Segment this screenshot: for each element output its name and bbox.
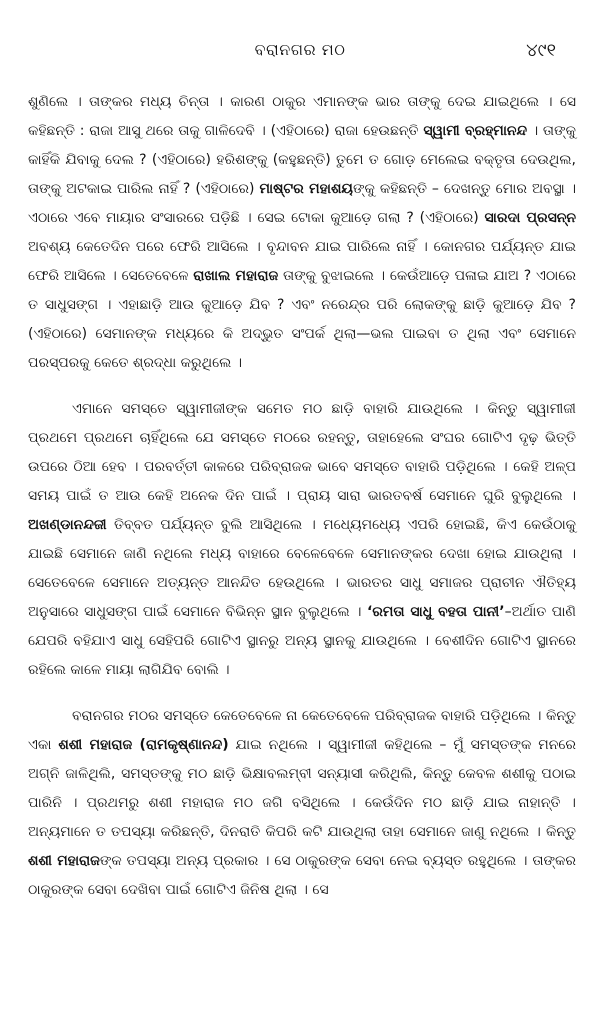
- emphasized-name: ‘ରମତା ସାଧୁ ବହତା ପାନୀ’: [366, 604, 505, 620]
- text-run: ତିବ୍ବତ ପର୍ଯ୍ୟନ୍ତ ବୁଲି ଆସିଥିଲେ । ମଧ୍ୟେମଧ୍ୟେ ଏପରି ହୋଇଛି, କିଏ କେଉଁଠାକୁ ଯାଇଛି ସେମାନେ ଜାଣି ନଥିଲେ ମଧ୍ୟ ବାହାରେ ବେଳେବେଳେ ସେମାନଙ୍କର ଦେଖା ହୋଇ ଯାଉଥିଲା । ସେତେବେଳେ ସେମାନେ ଅତ୍ୟନ୍ତ ଆନନ୍ଦିତ ହେଉଥିଲେ । ଭାରତର ସାଧୁ ସମାଜର ପ୍ରାଚୀନ ଐତିହ୍ୟ ଅନୁସାରେ ସାଧୁସଙ୍ଗ ପାଇଁ ସେମାନେ ବିଭିନ୍ନ ସ୍ଥାନ ବୁଲୁଥିଲେ ।: [28, 517, 576, 620]
- text-run: ଙ୍କ ତପସ୍ୟା ଅନ୍ୟ ପ୍ରକାର । ସେ ଠାକୁରଙ୍କ ସେବା ନେଇ ବ୍ୟସ୍ତ ରହୁଥିଲେ । ତାଙ୍କର ଠାକୁରଙ୍କ ସେବା ଦେଖିବା ପାଇଁ ଗୋଟିଏ ଜିନିଷ ଥିଲା । ସେ: [28, 853, 577, 898]
- text-run: ଏମାନେ ସମସ୍ତେ ସ୍ୱାମୀଜୀଙ୍କ ସମେତ ମଠ ଛାଡ଼ି ବାହାରି ଯାଉଥିଲେ । କିନ୍ତୁ ସ୍ୱାମୀଜୀ ପ୍ରଥମେ ପ୍ରଥମେ ଚାହିଁଥିଲେ ଯେ ସମସ୍ତେ ମଠରେ ରହନ୍ତୁ, ତାହାହେଲେ ସଂଘର ଗୋଟିଏ ଦୃଢ଼ ଭିତ୍ତି ଉପରେ ଠିଆ ହେବ । ପରବର୍ତ୍ତୀ କାଳରେ ପରିବ୍ରାଜକ ଭାବେ ସମସ୍ତେ ବାହାରି ପଡ଼ିଥିଲେ । କେହି ଅଳ୍ପ ସମୟ ପାଇଁ ତ ଆଉ କେହି ଅନେକ ଦିନ ପାଇଁ । ପ୍ରାୟ ସାରା ଭାରତବର୍ଷ ସେମାନେ ଘୁରି ବୁଲୁଥିଲେ ।: [28, 401, 576, 504]
- page-header: [0, 40, 600, 70]
- emphasized-name: ଅଖଣ୍ଡାନନ୍ଦଜୀ: [28, 517, 107, 533]
- emphasized-name: ଶଶୀ ମହାରାଜ (ରାମକୃଷ୍ଣାନନ୍ଦ): [58, 737, 229, 753]
- text-run: । ତାଙ୍କୁ କାହିଁକି ଯିବାକୁ ଦେଲ ? (ଏହିଠାରେ) ହରିଶଙ୍କୁ (କହୁଛନ୍ତି) ତୁମେ ତ ଗୋଡ଼ ମେଲେଇ ବକ୍ତୃତା ଦେଉଥିଲ, ତାଙ୍କୁ ଅଟକାଇ ପାରିଲ ନାହିଁ ? (ଏହିଠାରେ): [28, 123, 576, 197]
- text-run: ଅବଶ୍ୟ କେତେଦିନ ପରେ ଫେରି ଆସିଲେ । ବୃନ୍ଦାବନ ଯାଇ ପାରିଲେ ନାହିଁ । କୋନଗର ପର୍ଯ୍ୟନ୍ତ ଯାଇ ଫେରି ଆସିଲେ । ସେତେବେଳେ: [28, 239, 576, 284]
- emphasized-name: ସ୍ୱାମୀ ବ୍ରହ୍ମାନନ୍ଦ: [423, 123, 528, 139]
- text-run: ଙ୍କୁ କହିଛନ୍ତି – ଦେଖନ୍ତୁ ମୋର ଅବସ୍ଥା । ଏଠାରେ ଏବେ ମାୟାର ସଂସାରରେ ପଡ଼ିଛି । ସେଇ ଟୋକା କୁଆଡ଼େ ଗଲା ? (ଏହିଠାରେ): [28, 181, 576, 226]
- emphasized-name: ରାଖାଲ ମହାରାଜ: [193, 268, 279, 284]
- page-number: ୪୯୧: [526, 40, 556, 61]
- text-run: ଶୁଣିଲେ । ତାଙ୍କର ମଧ୍ୟ ଚିନ୍ତା । କାରଣ ଠାକୁର ଏମାନଙ୍କ ଭାର ତାଙ୍କୁ ଦେଇ ଯାଇଥିଲେ । ସେ କହିଛନ୍ତି : ରାଜା ଆସୁ ଥରେ ତାକୁ ଗାଳିଦେବି । (ଏହିଠାରେ) ରାଜା ହେଉଛନ୍ତି: [28, 94, 576, 139]
- text-run: ଯାଇ ନଥିଲେ । ସ୍ୱାମୀଜୀ କହିଥିଲେ – ମୁଁ ସମସ୍ତଙ୍କ ମନରେ ଅଗ୍ନି ଜାଳିଥିଲି, ସମସ୍ତଙ୍କୁ ମଠ ଛାଡ଼ି ଭିକ୍ଷାବଲମ୍ବୀ ସନ୍ୟାସୀ କରିଥିଲି, କିନ୍ତୁ କେବଳ ଶଶୀକୁ ପଠାଇ ପାରିନି । ପ୍ରଥମରୁ ଶଶୀ ମହାରାଜ ମଠ ଜଗି ବସିଥିଲେ । କେଉଁଦିନ ମଠ ଛାଡ଼ି ଯାଇ ନାହାନ୍ତି । ଅନ୍ୟମାନେ ତ ତପସ୍ୟା କରିଛନ୍ତି, ଦିନରାତି କିପରି କଟି ଯାଉଥିଲା ତାହା ସେମାନେ ଜାଣୁ ନଥିଲେ । କିନ୍ତୁ: [28, 737, 576, 840]
- text-run: ବରାନଗର ମଠର ସମସ୍ତେ କେତେବେଳେ ନା କେତେବେଳେ ପରିବ୍ରାଜକ ବାହାରି ପଡ଼ିଥିଲେ । କିନ୍ତୁ ଏକା: [28, 708, 576, 753]
- body-text: [28, 88, 576, 905]
- emphasized-name: ସାରଦା ପ୍ରସନ୍ନ: [484, 210, 576, 226]
- text-run: –ଅର୍ଥାତ ପାଣି ଯେପରି ବହିଯାଏ ସାଧୁ ସେହିପରି ଗୋଟିଏ ସ୍ଥାନରୁ ଅନ୍ୟ ସ୍ଥାନକୁ ଯାଉଥିଲେ । ବେଶୀଦିନ ଗୋଟିଏ ସ୍ଥାନରେ ରହିଲେ କାଳେ ମାୟା ଲାଗିଯିବ ବୋଲି ।: [28, 604, 576, 678]
- paragraph-3: [28, 702, 576, 905]
- text-run: ତାଙ୍କୁ ବୁଝାଇଲେ । କେଉଁଆଡ଼େ ପଳାଇ ଯାଅ ? ଏଠାରେ ତ ସାଧୁସଙ୍ଗ । ଏହାଛାଡ଼ି ଆଉ କୁଆଡ଼େ ଯିବ ? ଏବଂ ନରେନ୍ଦ୍ର ପରି ଲୋକଙ୍କୁ ଛାଡ଼ି କୁଆଡ଼େ ଯିବ ? (ଏହିଠାରେ) ସେମାନଙ୍କ ମଧ୍ୟରେ କି ଅଦ୍ଭୁତ ସଂପର୍କ ଥିଲା—ଭଲ ପାଇବା ତ ଥିଲା ଏବଂ ସେମାନେ ପରସ୍ପରକୁ କେତେ ଶ୍ରଦ୍ଧା କରୁଥିଲେ ।: [28, 268, 576, 371]
- paragraph-1: [28, 88, 576, 378]
- paragraph-2: [28, 395, 576, 685]
- running-title: ବରାନଗର ମଠ: [254, 40, 346, 59]
- emphasized-name: ଶଶୀ ମହାରାଜ: [28, 853, 100, 869]
- emphasized-name: ମାଷ୍ଟର ମହାଶୟ: [259, 181, 353, 197]
